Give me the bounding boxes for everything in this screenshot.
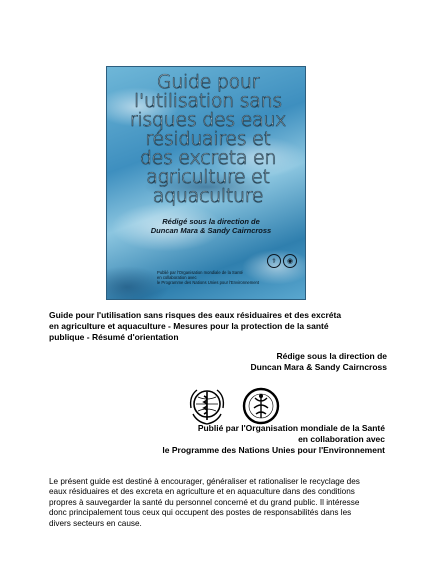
cover-title-line: risques des eaux [129,109,287,131]
cover-title-line: résiduaires et [145,128,271,150]
paragraph-line: divers secteurs en cause. [49,518,142,528]
publisher-credit [162,423,385,456]
document-title-line: publique - Résumé d'orientation [49,332,179,342]
who-emblem-icon [187,386,227,428]
cover-subtitle-line: Duncan Mara & Sandy Cairncross [150,226,272,235]
editors-line: Duncan Mara & Sandy Cairncross [250,362,387,372]
publisher-line: Publié par l'Organisation mondiale de la Santé [197,423,385,433]
document-title-line: Guide pour l'utilisation sans risques des eaux résiduaires et des excréta [49,310,342,320]
cover-image [106,66,306,300]
unep-emblem-icon [241,386,281,428]
cover-title [113,73,303,206]
summary-paragraph [49,477,394,529]
cover-title-line: agriculture et [146,166,270,188]
who-emblem-icon: ⚕ [267,254,281,268]
cover-publisher-line: en collaboration avec [157,275,197,280]
cover-logos [267,254,297,268]
cover-title-line: aquaculture [152,185,264,207]
paragraph-line: donc principalement tous ceux qui occupent des postes de responsabilités dans les [49,508,352,518]
unep-emblem-icon: ◉ [283,254,297,268]
publisher-line: le Programme des Nations Unies pour l'Environnement [162,445,385,455]
cover-title-line: Guide pour [156,71,260,93]
document-title [49,310,394,343]
cover-publisher-line: le Programme des Nations Unies pour l'Environnement [157,280,260,285]
cover-subtitle-line: Rédigé sous la direction de [162,217,260,226]
cover-title-line: l'utilisation sans [134,90,282,112]
publisher-line: en collaboration avec [298,434,385,444]
paragraph-line: propres à sauvegarder la santé du personnel concerné et du grand public. Il intéresse [49,497,360,507]
paragraph-line: Le présent guide est destiné à encourager, généraliser et rationaliser le recyclage des [49,477,360,486]
cover-title-line: des excreta en [139,147,277,169]
paragraph-line: eaux résiduaires et des excreta en agriculture et en aquaculture dans des conditions [49,487,355,497]
editors-credit [250,351,387,373]
cover-publisher-line: Publié par l'Organisation mondiale de la Santé [157,270,243,275]
cover-subtitle [121,217,301,235]
editors-line: Rédige sous la direction de [276,351,387,361]
cover-publisher [157,270,267,285]
document-title-line: en agriculture et aquaculture - Mesures pour la protection de la santé [49,321,329,331]
organization-logos [187,386,307,428]
